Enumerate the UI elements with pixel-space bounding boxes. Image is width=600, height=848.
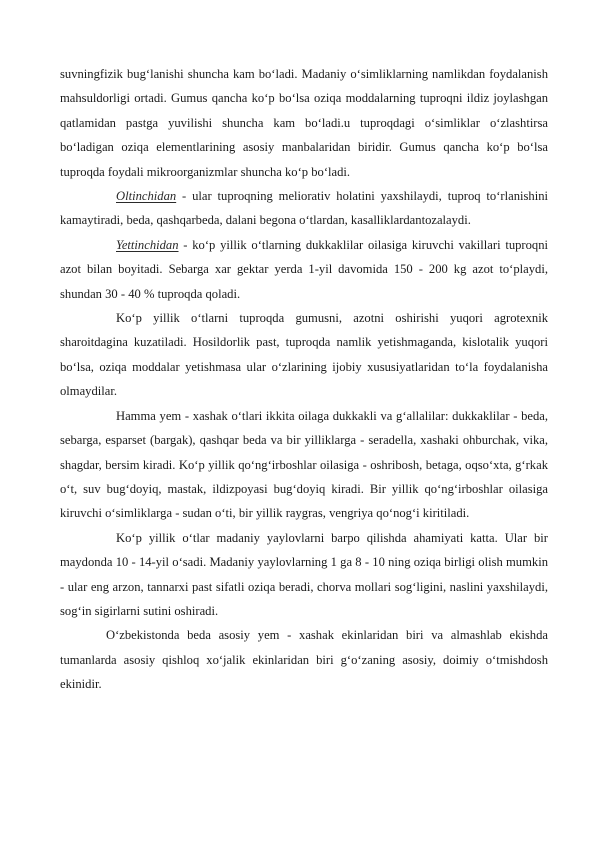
paragraph-lead-word: Yettinchidan (116, 237, 179, 252)
paragraph-agrotexnik (60, 306, 548, 404)
paragraph-lead-word: Oltinchidan (116, 189, 177, 204)
paragraph-text: Hamma yem - xashak o‘tlari ikkita oilaga dukkakli va g‘allalilar: dukkaklilar - beda, sebarga, esparset (bargak), qashqar beda va bir yilliklarga - seradella, xashaki ohburchak, vika, shagdar, bersim kiradi. Ko‘p yillik qo‘ng‘irboshlar oilasiga - oshribosh, betaga, oqso‘xta, g‘rkak o‘t, suv bug‘doyiq, mastak, ildizpoyasi bug‘doyiq kiradi. Bir yillik qo‘ng‘irboshlar oilasiga kiruvchi o‘simliklarga - sudan o‘ti, bir yillik raygras, vengriya qo‘nog‘i kiritiladi. (60, 408, 548, 521)
paragraph-gumus (60, 62, 548, 184)
paragraph-text: - ko‘p yillik o‘tlarning dukkaklilar oilasiga kiruvchi vakillari tuproqni azot bilan boyitadi. Sebarga xar gektar yerda 1-yil davomida 150 - 200 kg azot to‘playdi, shundan 30 - 40 % tuproqda qoladi. (60, 237, 548, 301)
paragraph-text: Ko‘p yillik o‘tlar madaniy yaylovlarni barpo qilishda ahamiyati katta. Ular bir maydonda 10 - 14-yil o‘sadi. Madaniy yaylovlarning 1 ga 8 - 10 ning oziqa birligi olish mumkin - ular eng arzon, tannarxi past sifatli oziqa beradi, chorva mollari sog‘ligini, naslini yaxshilaydi, sog‘in sigirlarni sutini oshiradi. (60, 530, 548, 618)
paragraph-yaylovlar (60, 526, 548, 624)
paragraph-ozbekiston (60, 623, 548, 696)
paragraph-text: - ular tuproqning meliorativ holatini yaxshilaydi, tuproq to‘rlanishini kamaytiradi, beda, qashqarbeda, dalani begona o‘tlardan, kasalliklardantozalaydi. (60, 189, 548, 228)
paragraph-oilalar (60, 404, 548, 526)
paragraph-text: O‘zbekistonda beda asosiy yem - xashak ekinlaridan biri va almashlab ekishda tumanlarda asosiy qishloq xo‘jalik ekinlaridan biri g‘o‘zaning asosiy, doimiy o‘tmishdosh ekinidir. (60, 628, 548, 692)
paragraph-oltinchidan (60, 184, 548, 233)
paragraph-yettinchidan (60, 233, 548, 306)
paragraph-text: suvningfizik bug‘lanishi shuncha kam bo‘ladi. Madaniy o‘simliklarning namlikdan foydalanish mahsuldorligi ortadi. Gumus qancha ko‘p bo‘lsa oziqa moddalarning tuproqni ildiz joylashgan qatlamidan pastga yuvilishi shuncha kam bo‘ladi.u tuproqdagi o‘simliklar o‘zlashtirsa bo‘ladigan oziqa elementlarining asosiy manbalaridan biridir. Gumus qancha ko‘p bo‘lsa tuproqda foydali mikroorganizmlar shuncha ko‘p bo‘ladi. (60, 67, 548, 179)
paragraph-text: Ko‘p yillik o‘tlarni tuproqda gumusni, azotni oshirishi yuqori agrotexnik sharoitdagina kuzatiladi. Hosildorlik past, tuproqda namlik yetishmaganda, kislotalik yuqori bo‘lsa, oziqa moddalar yetishmasa ular o‘zlarining ijobiy xususiyatlaridan to‘la foydalanisha olmaydilar. (60, 311, 548, 399)
